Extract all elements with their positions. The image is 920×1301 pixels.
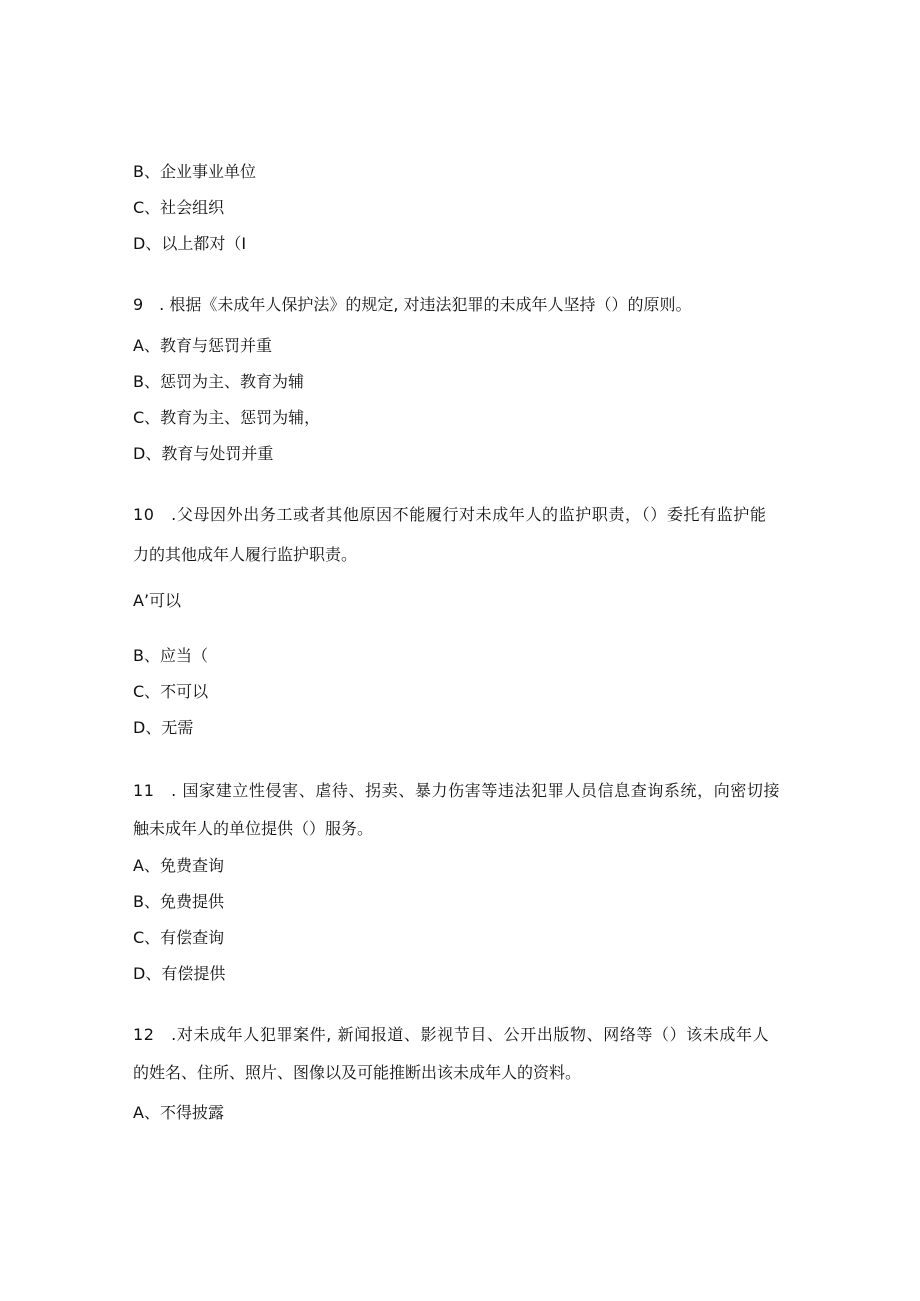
option-c: C、教育为主、惩罚为辅， <box>133 408 321 427</box>
question-stem-line-2: 触未成年人的单位提供（）服务。 <box>133 819 374 838</box>
option-c: C、有偿查询 <box>133 928 225 947</box>
option-b: B、企业事业单位 <box>133 162 256 181</box>
option-a: A、教育与惩罚并重 <box>133 336 272 355</box>
question-stem-line-2: 力的其他成年人履行监护职责。 <box>133 545 358 564</box>
option-d: D、以上都对（I <box>133 234 247 253</box>
question-stem-line-1: 11 . 国家建立性侵害、虐待、拐卖、暴力伤害等违法犯罪人员信息查询系统，向密切接 <box>133 781 781 800</box>
option-c: C、不可以 <box>133 682 209 701</box>
question-stem: 9 . 根据《未成年人保护法》的规定, 对违法犯罪的未成年人坚持（）的原则。 <box>133 295 692 314</box>
question-stem-line-1: 12 .对未成年人犯罪案件, 新闻报道、影视节目、公开出版物、网络等（）该未成年人 <box>133 1025 770 1044</box>
option-b: B、应当（ <box>133 646 208 665</box>
question-stem-line-2: 的姓名、住所、照片、图像以及可能推断出该未成年人的资料。 <box>133 1063 582 1082</box>
option-d: D、无需 <box>133 718 194 737</box>
question-stem-line-1: 10 .父母因外出务工或者其他原因不能履行对未成年人的监护职责，（）委托有监护能 <box>133 505 767 524</box>
option-b: B、免费提供 <box>133 892 224 911</box>
option-d: D、有偿提供 <box>133 964 226 983</box>
option-d: D、教育与处罚并重 <box>133 444 274 463</box>
option-a: A、免费查询 <box>133 856 224 875</box>
option-c: C、社会组织 <box>133 198 225 217</box>
option-a: A’可以 <box>133 591 182 610</box>
option-a: A、不得披露 <box>133 1103 224 1122</box>
option-b: B、惩罚为主、教育为辅 <box>133 372 304 391</box>
